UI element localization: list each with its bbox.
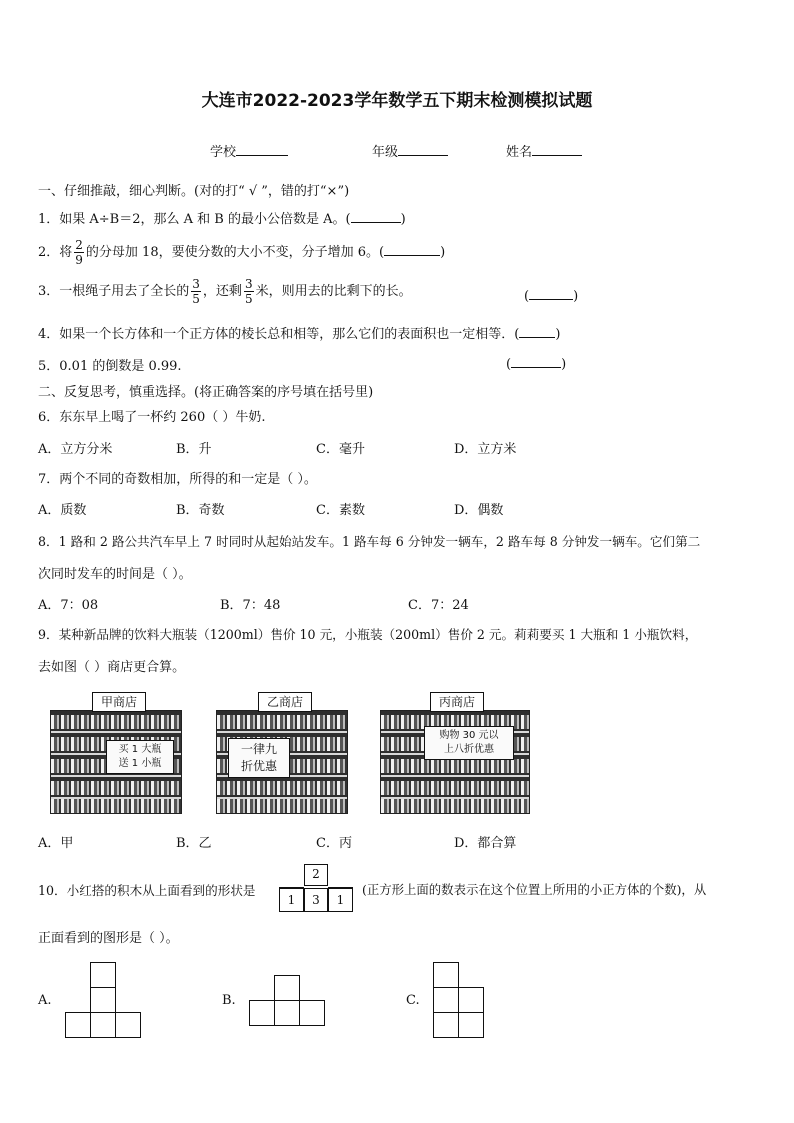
- store-yi-label: 乙商店: [258, 692, 312, 712]
- store-bing-sign: [424, 726, 514, 760]
- q7-option-c[interactable]: C．素数: [316, 503, 365, 518]
- q1-paren: ): [400, 212, 406, 227]
- q6-option-c[interactable]: C．毫升: [316, 442, 365, 457]
- q3-pre: 3．一根绳子用去了全长的: [38, 284, 190, 299]
- question-5: 5．0.01 的倒数是 0.99.: [38, 359, 182, 374]
- q3-fraction-2: [244, 277, 254, 306]
- store-jia-sign: [106, 740, 174, 774]
- q3-numerator-1: 3: [192, 277, 200, 291]
- q3-mid: ，还剩: [202, 284, 242, 299]
- name-field[interactable]: [506, 141, 582, 160]
- q3-fraction-1: [191, 277, 201, 306]
- school-field[interactable]: [210, 141, 288, 160]
- q1-answer-blank[interactable]: [351, 210, 401, 223]
- q8-option-b[interactable]: B．7：48: [220, 598, 281, 613]
- q4-answer-blank[interactable]: [519, 325, 555, 338]
- school-label: 学校: [210, 145, 237, 160]
- question-3: [38, 277, 412, 306]
- q10-option-a-label[interactable]: A.: [38, 993, 52, 1008]
- question-9-line2: 去如图（ ）商店更合算。: [38, 660, 186, 675]
- top-view-cell-right: 1: [328, 888, 353, 912]
- q2-fraction: [74, 238, 84, 267]
- q3-post: 米，则用去的比剩下的长。: [255, 284, 412, 299]
- top-view-cell-top: 2: [304, 864, 328, 886]
- question-10-line2: 正面看到的图形是（ ）。: [38, 931, 179, 946]
- q2-post: 的分母加 18，要使分数的大小不变，分子增加 6。(: [85, 245, 385, 260]
- q3-paren-left: (: [524, 289, 530, 304]
- section2-heading: 二、反复思考，慎重选择。(将正确答案的序号填在括号里): [38, 385, 374, 400]
- q9-option-d[interactable]: D．都合算: [454, 836, 517, 851]
- question-10-post: (正方形上面的数表示在这个位置上所用的小正方体的个数)，从: [362, 882, 707, 897]
- q2-numerator: 2: [75, 238, 83, 252]
- top-view-cell-left: 1: [279, 888, 304, 912]
- question-1: [38, 208, 406, 227]
- q2-pre: 2．将: [38, 245, 73, 260]
- name-blank[interactable]: [532, 143, 582, 156]
- store-bing-sign-line1: 购物 30 元以: [439, 730, 499, 741]
- q3-answer: [524, 287, 578, 304]
- q3-numerator-2: 3: [244, 277, 253, 291]
- q2-answer-blank[interactable]: [384, 243, 440, 256]
- q7-option-d[interactable]: D．偶数: [454, 503, 504, 518]
- q2-denominator: 9: [75, 253, 83, 267]
- store-jia-label: 甲商店: [92, 692, 146, 712]
- q6-option-d[interactable]: D．立方米: [454, 442, 517, 457]
- question-8-line2: 次同时发车的时间是（ ）。: [38, 567, 192, 582]
- page-title: 大连市2022-2023学年数学五下期末检测模拟试题: [201, 91, 593, 111]
- q1-text: 1．如果 A÷B＝2，那么 A 和 B 的最小公倍数是 A。(: [38, 212, 351, 227]
- q2-paren: ): [440, 245, 446, 260]
- name-label: 姓名: [506, 145, 533, 160]
- q7-option-a[interactable]: A．质数: [38, 503, 87, 518]
- q9-option-a[interactable]: A．甲: [38, 836, 74, 851]
- q6-option-b[interactable]: B．升: [176, 442, 212, 457]
- store-yi-sign: [228, 738, 290, 778]
- q3-answer-blank[interactable]: [529, 287, 573, 300]
- question-2: [38, 238, 445, 267]
- store-bing-sign-line2: 上八折优惠: [444, 744, 494, 755]
- question-10-pre: 10．小红搭的积木从上面看到的形状是: [38, 883, 256, 898]
- grade-field[interactable]: [372, 141, 448, 160]
- store-yi-sign-line2: 折优惠: [240, 759, 277, 773]
- q10-option-b-label[interactable]: B.: [222, 993, 236, 1008]
- q9-option-b[interactable]: B．乙: [176, 836, 212, 851]
- question-7: 7．两个不同的奇数相加，所得的和一定是（ ）。: [38, 472, 317, 487]
- q5-paren-right: ): [561, 357, 567, 372]
- store-jia-sign-line1: 买 1 大瓶: [118, 744, 162, 755]
- grade-label: 年级: [372, 145, 399, 160]
- q3-denominator-2: 5: [244, 292, 253, 306]
- q10-option-c-label[interactable]: C.: [406, 993, 420, 1008]
- store-bing-label: 丙商店: [430, 692, 484, 712]
- school-blank[interactable]: [236, 143, 288, 156]
- q3-paren-right: ): [573, 289, 579, 304]
- q5-paren-left: (: [506, 357, 512, 372]
- question-8-line1: 8．1 路和 2 路公共汽车早上 7 时同时从起始站发车。1 路车每 6 分钟发一辆车，2 路车每 8 分钟发一辆车。它们第二: [38, 534, 701, 549]
- q5-answer: [506, 355, 566, 372]
- question-4: [38, 323, 560, 342]
- q4-text: 4．如果一个长方体和一个正方体的棱长总和相等，那么它们的表面积也一定相等．(: [38, 327, 520, 342]
- q8-option-c[interactable]: C．7：24: [408, 598, 469, 613]
- grade-blank[interactable]: [398, 143, 448, 156]
- q6-option-a[interactable]: A．立方分米: [38, 442, 113, 457]
- q9-option-c[interactable]: C．丙: [316, 836, 352, 851]
- q5-answer-blank[interactable]: [511, 355, 561, 368]
- q7-option-b[interactable]: B．奇数: [176, 503, 225, 518]
- q3-denominator-1: 5: [192, 292, 200, 306]
- q4-paren: ): [555, 327, 561, 342]
- section1-heading: 一、仔细推敲，细心判断。(对的打“ √ ”，错的打“×”): [38, 184, 350, 199]
- top-view-cell-middle: 3: [304, 888, 328, 912]
- q8-option-a[interactable]: A．7：08: [38, 598, 99, 613]
- question-6: 6．东东早上喝了一杯约 260（ ）牛奶.: [38, 410, 266, 425]
- store-yi-sign-line1: 一律九: [240, 742, 277, 756]
- store-jia-sign-line2: 送 1 小瓶: [118, 758, 162, 769]
- question-9-line1: 9．某种新品牌的饮料大瓶装（1200ml）售价 10 元，小瓶装（200ml）售价 2 元。莉莉要买 1 大瓶和 1 小瓶饮料，: [38, 627, 698, 642]
